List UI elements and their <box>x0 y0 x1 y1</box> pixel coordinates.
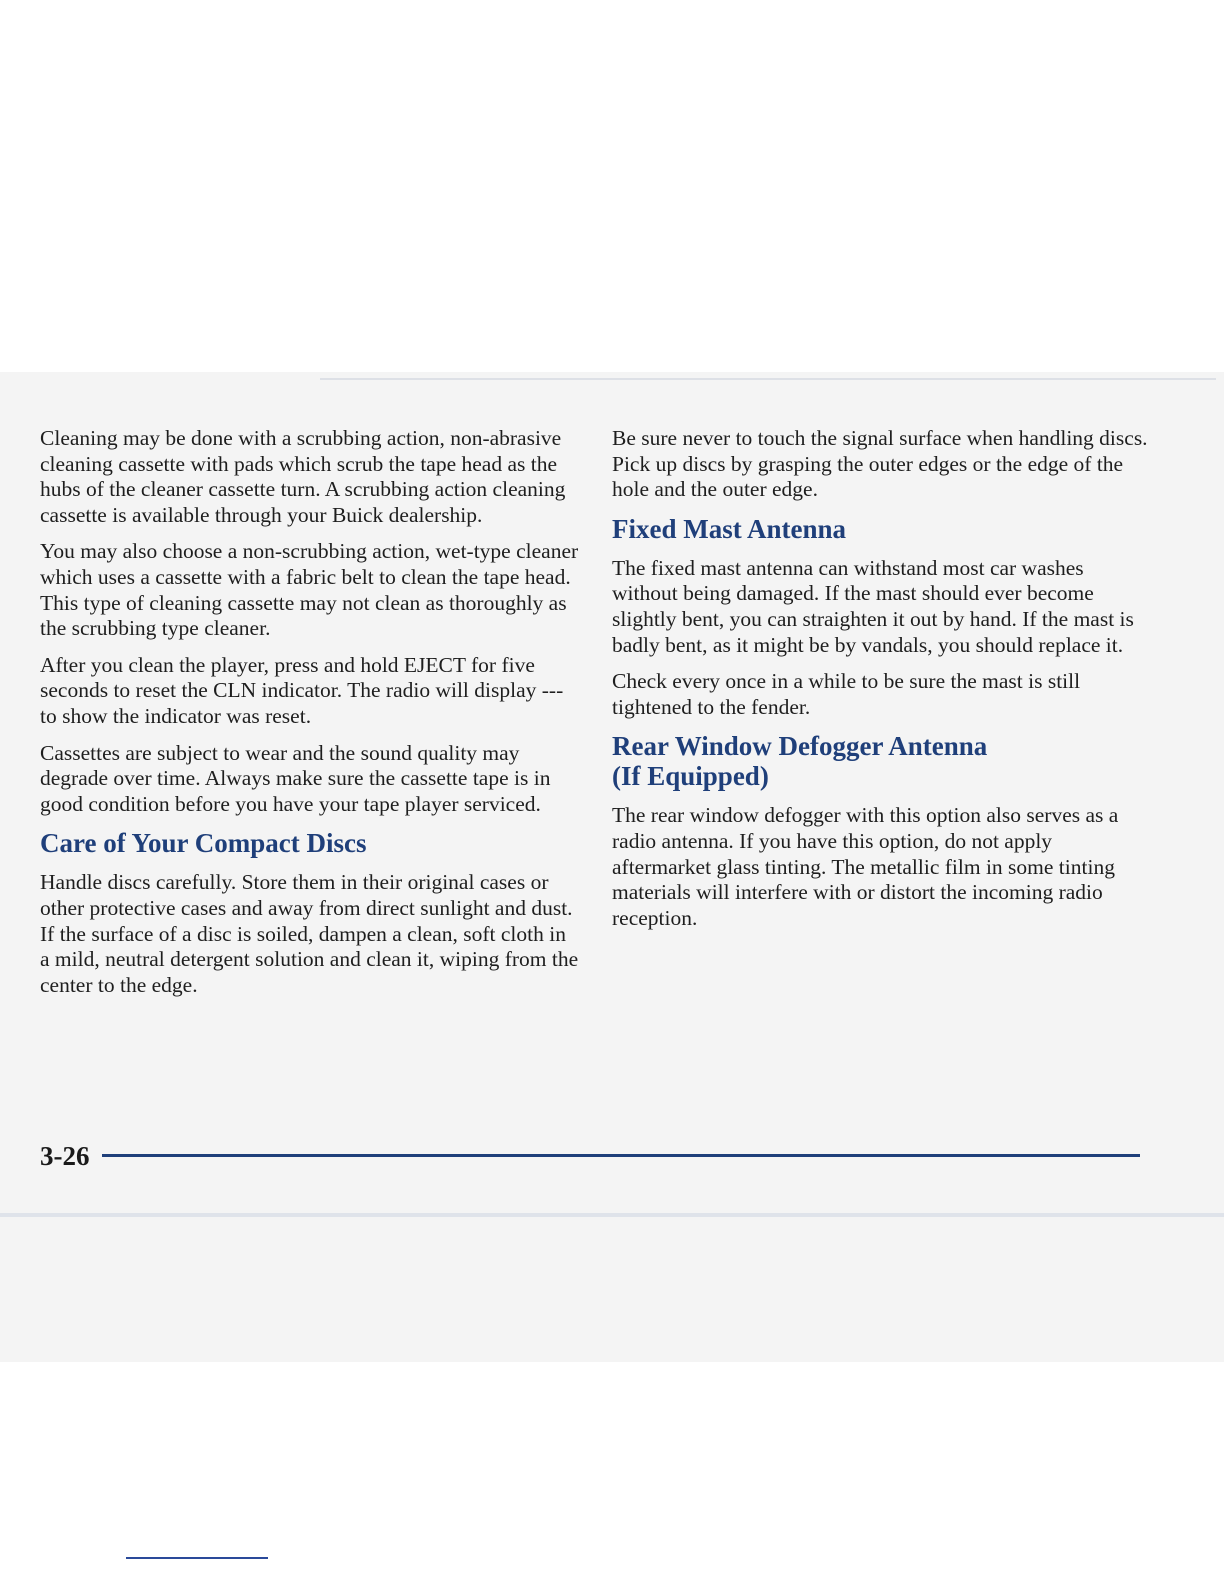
reset-cln-paragraph: After you clean the player, press and hold EJECT for five seconds to reset the CLN indicator. The radio will display --- to show the indicator was reset. <box>40 652 564 728</box>
left-column <box>40 426 580 1009</box>
bottom-mark-line <box>126 1557 268 1559</box>
band-top-divider <box>320 378 1216 380</box>
disc-handling-paragraph: Be sure never to touch the signal surface when handling discs. Pick up discs by grasping the outer edges or the edge of the hole and the outer edge. <box>612 426 1148 502</box>
footer-rule <box>102 1154 1140 1157</box>
band-bottom-divider <box>0 1213 1224 1217</box>
page-number: 3-26 <box>40 1141 90 1171</box>
compact-discs-heading: Care of Your Compact Discs <box>40 828 367 859</box>
rear-window-heading-line2: (If Equipped) <box>612 761 769 792</box>
rear-window-heading-line1: Rear Window Defogger Antenna <box>612 731 988 762</box>
mast-check-paragraph: Check every once in a while to be sure the mast is still tightened to the fender. <box>612 669 1081 719</box>
right-column <box>612 426 1152 942</box>
fixed-mast-paragraph: The fixed mast antenna can withstand most car washes without being damaged. If the mast should ever become slightly bent, you can straighten it out by hand. If the mast is badly bent, as it might be by vandals, you should replace it. <box>612 555 1134 657</box>
rear-window-paragraph: The rear window defogger with this option also serves as a radio antenna. If you have this option, do not apply aftermarket glass tinting. The metallic film in some tinting materials will interfere with or distort the incoming radio reception. <box>612 803 1119 930</box>
cleaning-scrubbing-paragraph: Cleaning may be done with a scrubbing action, non-abrasive cleaning cassette with pads which scrub the tape head as the hubs of the cleaner cassette turn. A scrubbing action cleaning cassette is available through your Buick dealership. <box>40 426 566 527</box>
rear-window-antenna-heading <box>612 731 1152 791</box>
compact-discs-paragraph: Handle discs carefully. Store them in their original cases or other protective cases and away from direct sunlight and dust. If the surface of a disc is soiled, dampen a clean, soft cloth in a mild, neutral detergent solution and clean it, wiping from the center to the edge. <box>40 870 579 997</box>
wet-type-cleaner-paragraph: You may also choose a non-scrubbing action, wet-type cleaner which uses a cassette with a fabric belt to clean the tape head. This type of cleaning cassette may not clean as thoroughly as the scrubbing type cleaner. <box>40 539 579 641</box>
fixed-mast-antenna-heading: Fixed Mast Antenna <box>612 513 847 544</box>
cassette-wear-paragraph: Cassettes are subject to wear and the sound quality may degrade over time. Always make sure the cassette tape is in good condition before you have your tape player serviced. <box>40 740 551 816</box>
